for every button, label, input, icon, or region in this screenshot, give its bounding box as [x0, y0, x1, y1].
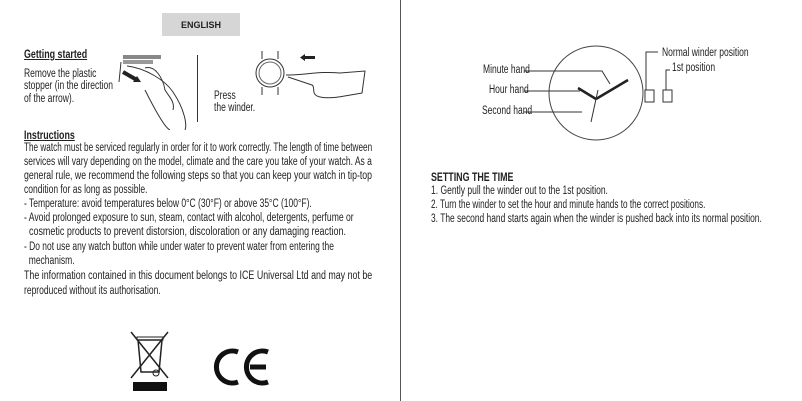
instructions-line: services will vary depending on the model, climate and the care you take of your watch. As a: [24, 156, 372, 168]
instructions-line: - Do not use any watch button while under water to prevent water from entering the: [24, 241, 334, 253]
setting-step: 1. Gently pull the winder out to the 1st position.: [431, 185, 608, 197]
instructions-line: The watch must be serviced regularly in order for it to work correctly. The length of time between: [24, 142, 373, 154]
setting-step: 3. The second hand starts again when the winder is pushed back into its normal position.: [431, 213, 762, 225]
instructions-line: - Temperature: avoid temperatures below 0°C (30°F) or above 35°C (100°F).: [24, 198, 312, 210]
instructions-line: mechanism.: [24, 255, 75, 267]
instructions-line: cosmetic products to prevent distorsion, discoloration or any damaging reaction.: [24, 226, 346, 238]
weee-bin-icon: [128, 330, 172, 392]
instructions-heading: Instructions: [24, 128, 75, 142]
step1-line: of the arrow).: [24, 93, 75, 105]
step1-line: Remove the plastic: [24, 68, 97, 80]
illustration-divider: [197, 55, 198, 122]
second-hand-label: Second hand: [482, 105, 533, 117]
instructions-line: general rule, we recommend the following steps so that you can keep your watch in tip-top: [24, 170, 372, 182]
remove-stopper-illustration: [115, 50, 200, 130]
first-position-label: 1st position: [672, 62, 716, 74]
page-divider: [400, 0, 401, 401]
setting-time-heading: SETTING THE TIME: [431, 170, 514, 184]
step1-line: stopper (in the direction: [24, 80, 113, 92]
minute-hand-label: Minute hand: [483, 64, 530, 76]
ce-mark-icon: [212, 348, 272, 386]
hour-hand-label: Hour hand: [489, 84, 529, 96]
instructions-line: - Avoid prolonged exposure to sun, steam, contact with alcohol, detergents, perfume or: [24, 212, 354, 224]
instructions-line: reproduced without its authorisation.: [24, 285, 161, 297]
instructions-line: condition for as long as possible.: [24, 184, 148, 196]
step2-line: Press: [214, 90, 236, 102]
setting-step: 2. Turn the winder to set the hour and minute hands to the correct positions.: [431, 199, 706, 211]
instructions-line: The information contained in this document belongs to ICE Universal Ltd and may not be: [24, 270, 373, 282]
press-winder-illustration: [250, 45, 370, 105]
language-label: ENGLISH: [162, 13, 240, 36]
step2-line: the winder.: [214, 102, 256, 114]
getting-started-heading: Getting started: [24, 47, 88, 61]
normal-position-label: Normal winder position: [662, 47, 749, 59]
